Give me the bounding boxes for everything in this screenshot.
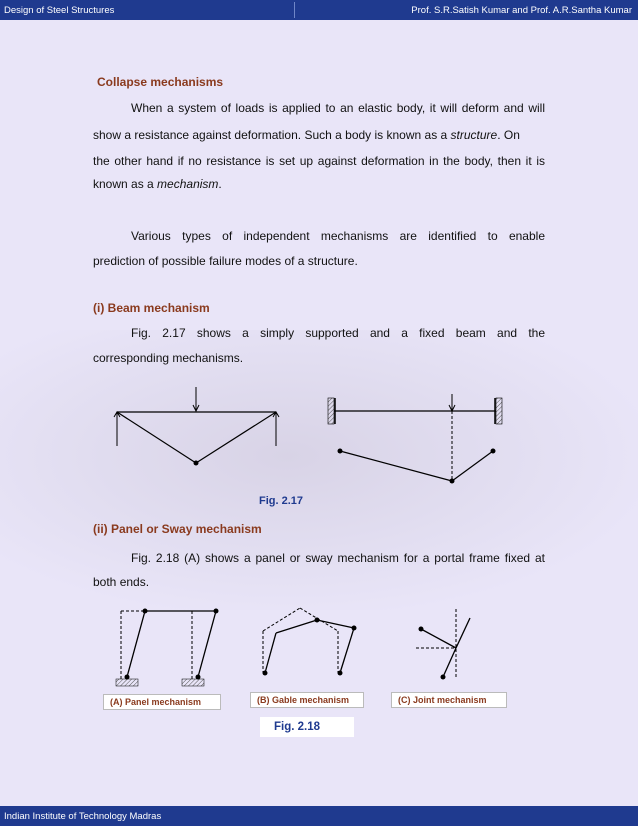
plastic-hinge <box>214 609 219 614</box>
caption-panel-mechanism: (A) Panel mechanism <box>103 694 221 710</box>
figure-label-2-18: Fig. 2.18 <box>260 717 354 737</box>
caption-gable-mechanism: (B) Gable mechanism <box>250 692 364 708</box>
deformed-member <box>456 618 470 648</box>
fixed-base-left <box>116 679 138 686</box>
header-course-title: Design of Steel Structures <box>4 5 115 16</box>
term-structure: structure <box>450 128 498 142</box>
footer-institute: Indian Institute of Technology Madras <box>4 811 162 822</box>
deformed-gable <box>276 620 317 633</box>
paragraph-line: both ends. <box>93 575 150 589</box>
paragraph-line: When a system of loads is applied to an elastic body, it will deform and will <box>131 101 545 115</box>
panel-mechanism-title: (ii) Panel or Sway mechanism <box>93 522 262 536</box>
deformed-column-left <box>127 611 145 677</box>
header-authors: Prof. S.R.Satish Kumar and Prof. A.R.Santha Kumar <box>411 5 632 16</box>
plastic-hinge <box>143 609 148 614</box>
plastic-hinge <box>196 675 201 680</box>
beam-mechanism-title: (i) Beam mechanism <box>93 301 210 315</box>
paragraph-line: corresponding mechanisms. <box>93 351 244 365</box>
plastic-hinge <box>263 671 268 676</box>
caption-joint-mechanism: (C) Joint mechanism <box>391 692 507 708</box>
paragraph-line: Fig. 2.17 shows a simply supported and a fixed beam and the <box>131 326 545 340</box>
deformed-column-right <box>198 611 216 677</box>
deformed-gable <box>340 628 354 673</box>
deformed-member <box>421 629 456 648</box>
deformed-gable <box>317 620 354 628</box>
deformed-gable <box>265 633 276 673</box>
plastic-hinge <box>352 626 357 631</box>
paragraph-line: Various types of independent mechanisms are identified to enable <box>131 229 545 243</box>
paragraph-text: . On <box>497 128 520 142</box>
paragraph-line: prediction of possible failure modes of a structure. <box>93 254 358 268</box>
paragraph-line: Fig. 2.18 (A) shows a panel or sway mechanism for a portal frame fixed at <box>131 551 545 565</box>
page-footer <box>0 806 638 826</box>
plastic-hinge <box>315 618 320 623</box>
term-mechanism: mechanism <box>157 177 219 191</box>
plastic-hinge <box>338 671 343 676</box>
figure-label-2-17: Fig. 2.17 <box>259 495 304 507</box>
fixed-base-right <box>182 679 204 686</box>
paragraph-text: show a resistance against deformation. Such a body is known as a <box>93 128 451 142</box>
deformed-member <box>443 648 456 677</box>
section-title: Collapse mechanisms <box>97 75 224 89</box>
plastic-hinge <box>419 627 424 632</box>
plastic-hinge <box>125 675 130 680</box>
paragraph-text: known as a <box>93 177 158 191</box>
plastic-hinge <box>441 675 446 680</box>
paragraph-text: . <box>218 177 222 191</box>
paragraph-line: the other hand if no resistance is set up against deformation in the body, then it is <box>93 154 545 168</box>
